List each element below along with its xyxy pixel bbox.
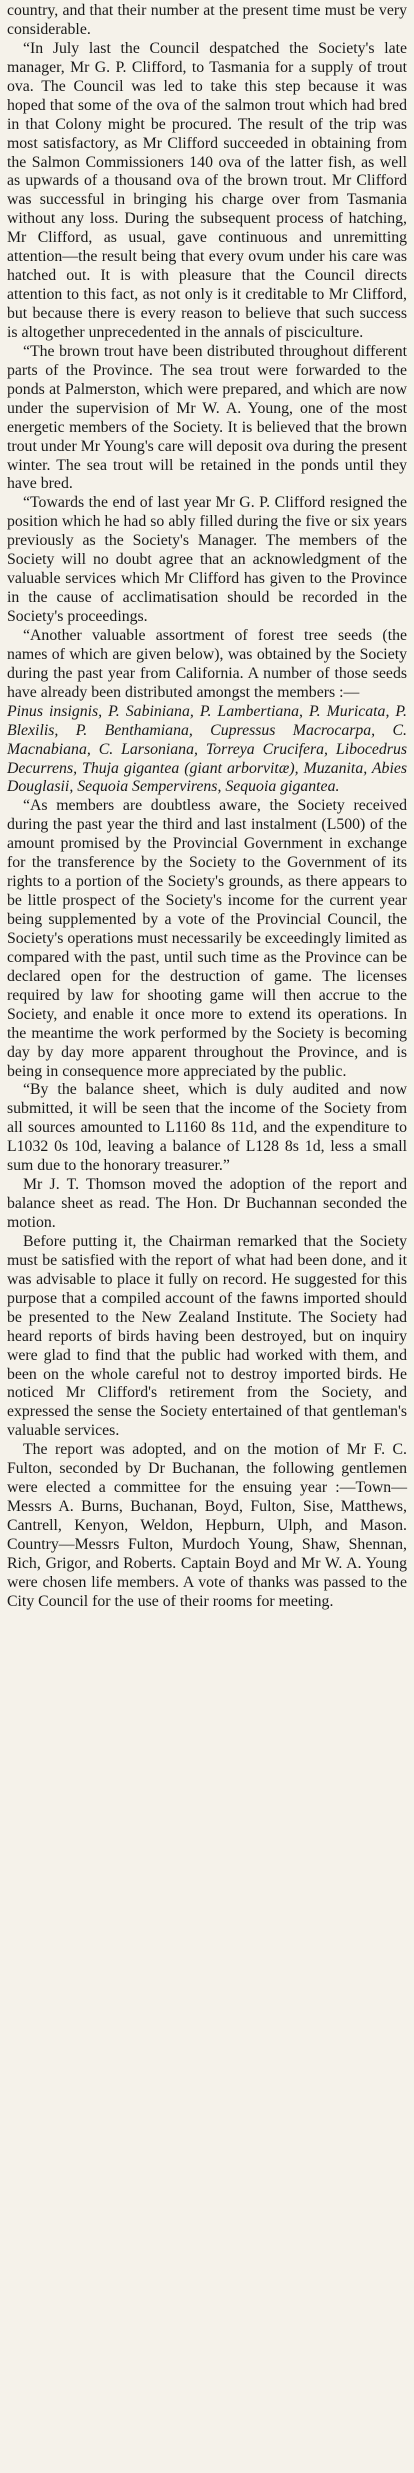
paragraph-1: country, and that their number at the present time must be very considerable. [7,2,407,38]
paragraph-5: “Another valuable assortment of forest tree seeds (the names of which are given below), was obtained by the Society during the past year from California. A number of those seeds have already been distributed amongst the members :— [7,626,407,701]
paragraph-11: The report was adopted, and on the motion of Mr F. C. Fulton, seconded by Dr Buchanan, the following gentlemen were elected a committee for the ensuing year :—Town—Messrs A. Burns, Buchanan, Boyd, Fulton, Sise, Matthews, Cantrell, Kenyon, Weldon, Hepburn, Ulph, and Mason. Country—Messrs Fulton, Murdoch Young, Shaw, Shennan, Rich, Grigor, and Roberts. Captain Boyd and Mr W. A. Young were chosen life members. A vote of thanks was passed to the City Council for the use of their rooms for meeting. [7,1441,407,1610]
paragraph-3: “The brown trout have been distributed throughout different parts of the Province. The sea trout were forwarded to the ponds at Palmerston, which were prepared, and which are now under the supervision of Mr W. A. Young, one of the most energetic members of the Society. It is believed that the brown trout under Mr Young's care will deposit ova during the present winter. The sea trout will be retained in the ponds until they have bred. [7,342,407,493]
paragraph-10: Before putting it, the Chairman remarked that the Society must be satisfied with the report of what had been done, and it was advisable to place it fully on record. He suggested for this purpose that a compiled account of the fawns imported should be presented to the New Zealand Institute. The Society had heard reports of birds having been destroyed, but on inquiry were glad to find that the public had worked with them, and been on the whole careful not to destroy imported birds. He noticed Mr Clifford's retirement from the Society, and expressed the sense the Society entertained of that gentleman's valuable services. [7,1232,407,1440]
paragraph-7: “As members are doubtless aware, the Society received during the past year the third and last instalment (L500) of the amount promised by the Provincial Government in exchange for the transference by the Society to the Government of its rights to a portion of the Society's grounds, as there appears to be little prospect of the Society's income for the current year being supplemented by a vote of the Provincial Council, the Society's operations must necessarily be exceedingly limited as compared with the past, until such time as the Province can be declared open for the destruction of game. The licenses required by law for shooting game will then accrue to the Society, and enable it once more to extend its operations. In the meantime the work performed by the Society is becoming day by day more apparent throughout the Province, and is being in consequence more appreciated by the public. [7,797,407,1080]
paragraph-9: Mr J. T. Thomson moved the adoption of the report and balance sheet as read. The Hon. Dr Buchannan seconded the motion. [7,1176,407,1231]
paragraph-8: “By the balance sheet, which is duly audited and now submitted, it will be seen that the income of the Society from all sources amounted to L1160 8s 11d, and the expenditure to L1032 0s 10d, leaving a balance of L128 8s 1d, less a small sum due to the honorary treasurer.” [7,1081,407,1175]
seed-species-list: Pinus insignis, P. Sabiniana, P. Lambertiana, P. Muricata, P. Blexilis, P. Benthamiana, Cupressus Macrocarpa, C. Macnabiana, C. Larsoniana, Torreya Crucifera, Libocedrus Decurrens, Thuja gigantea (giant arborvitæ), Muzanita, Abies Douglasii, Sequoia Sempervirens, Sequoia gigantea. [7,702,407,796]
paragraph-2: “In July last the Council despatched the Society's late manager, Mr G. P. Clifford, to Tasmania for a supply of trout ova. The Council was led to take this step because it was hoped that some of the ova of the salmon trout which had bred in that Colony might be procured. The result of the trip was most satisfactory, as Mr Clifford succeeded in obtaining from the Salmon Commissioners 140 ova of the latter fish, as well as upwards of a thousand ova of the brown trout. Mr Clifford was successful in bringing his charge over from Tasmania without any loss. During the subsequent process of hatching, Mr Clifford, as usual, gave continuous and unremitting attention—the result being that every ovum under his care was hatched out. It is with pleasure that the Council directs attention to this fact, as not only is it creditable to Mr Clifford, but because there is every reason to believe that such success is altogether unprecedented in the annals of pisciculture. [7,39,407,341]
paragraph-4: “Towards the end of last year Mr G. P. Clifford resigned the position which he had so ably filled during the five or six years previously as the Society's Manager. The members of the Society will no doubt agree that an acknowledgment of the valuable services which Mr Clifford has given to the Province in the cause of acclimatisation should be recorded in the Society's proceedings. [7,494,407,625]
